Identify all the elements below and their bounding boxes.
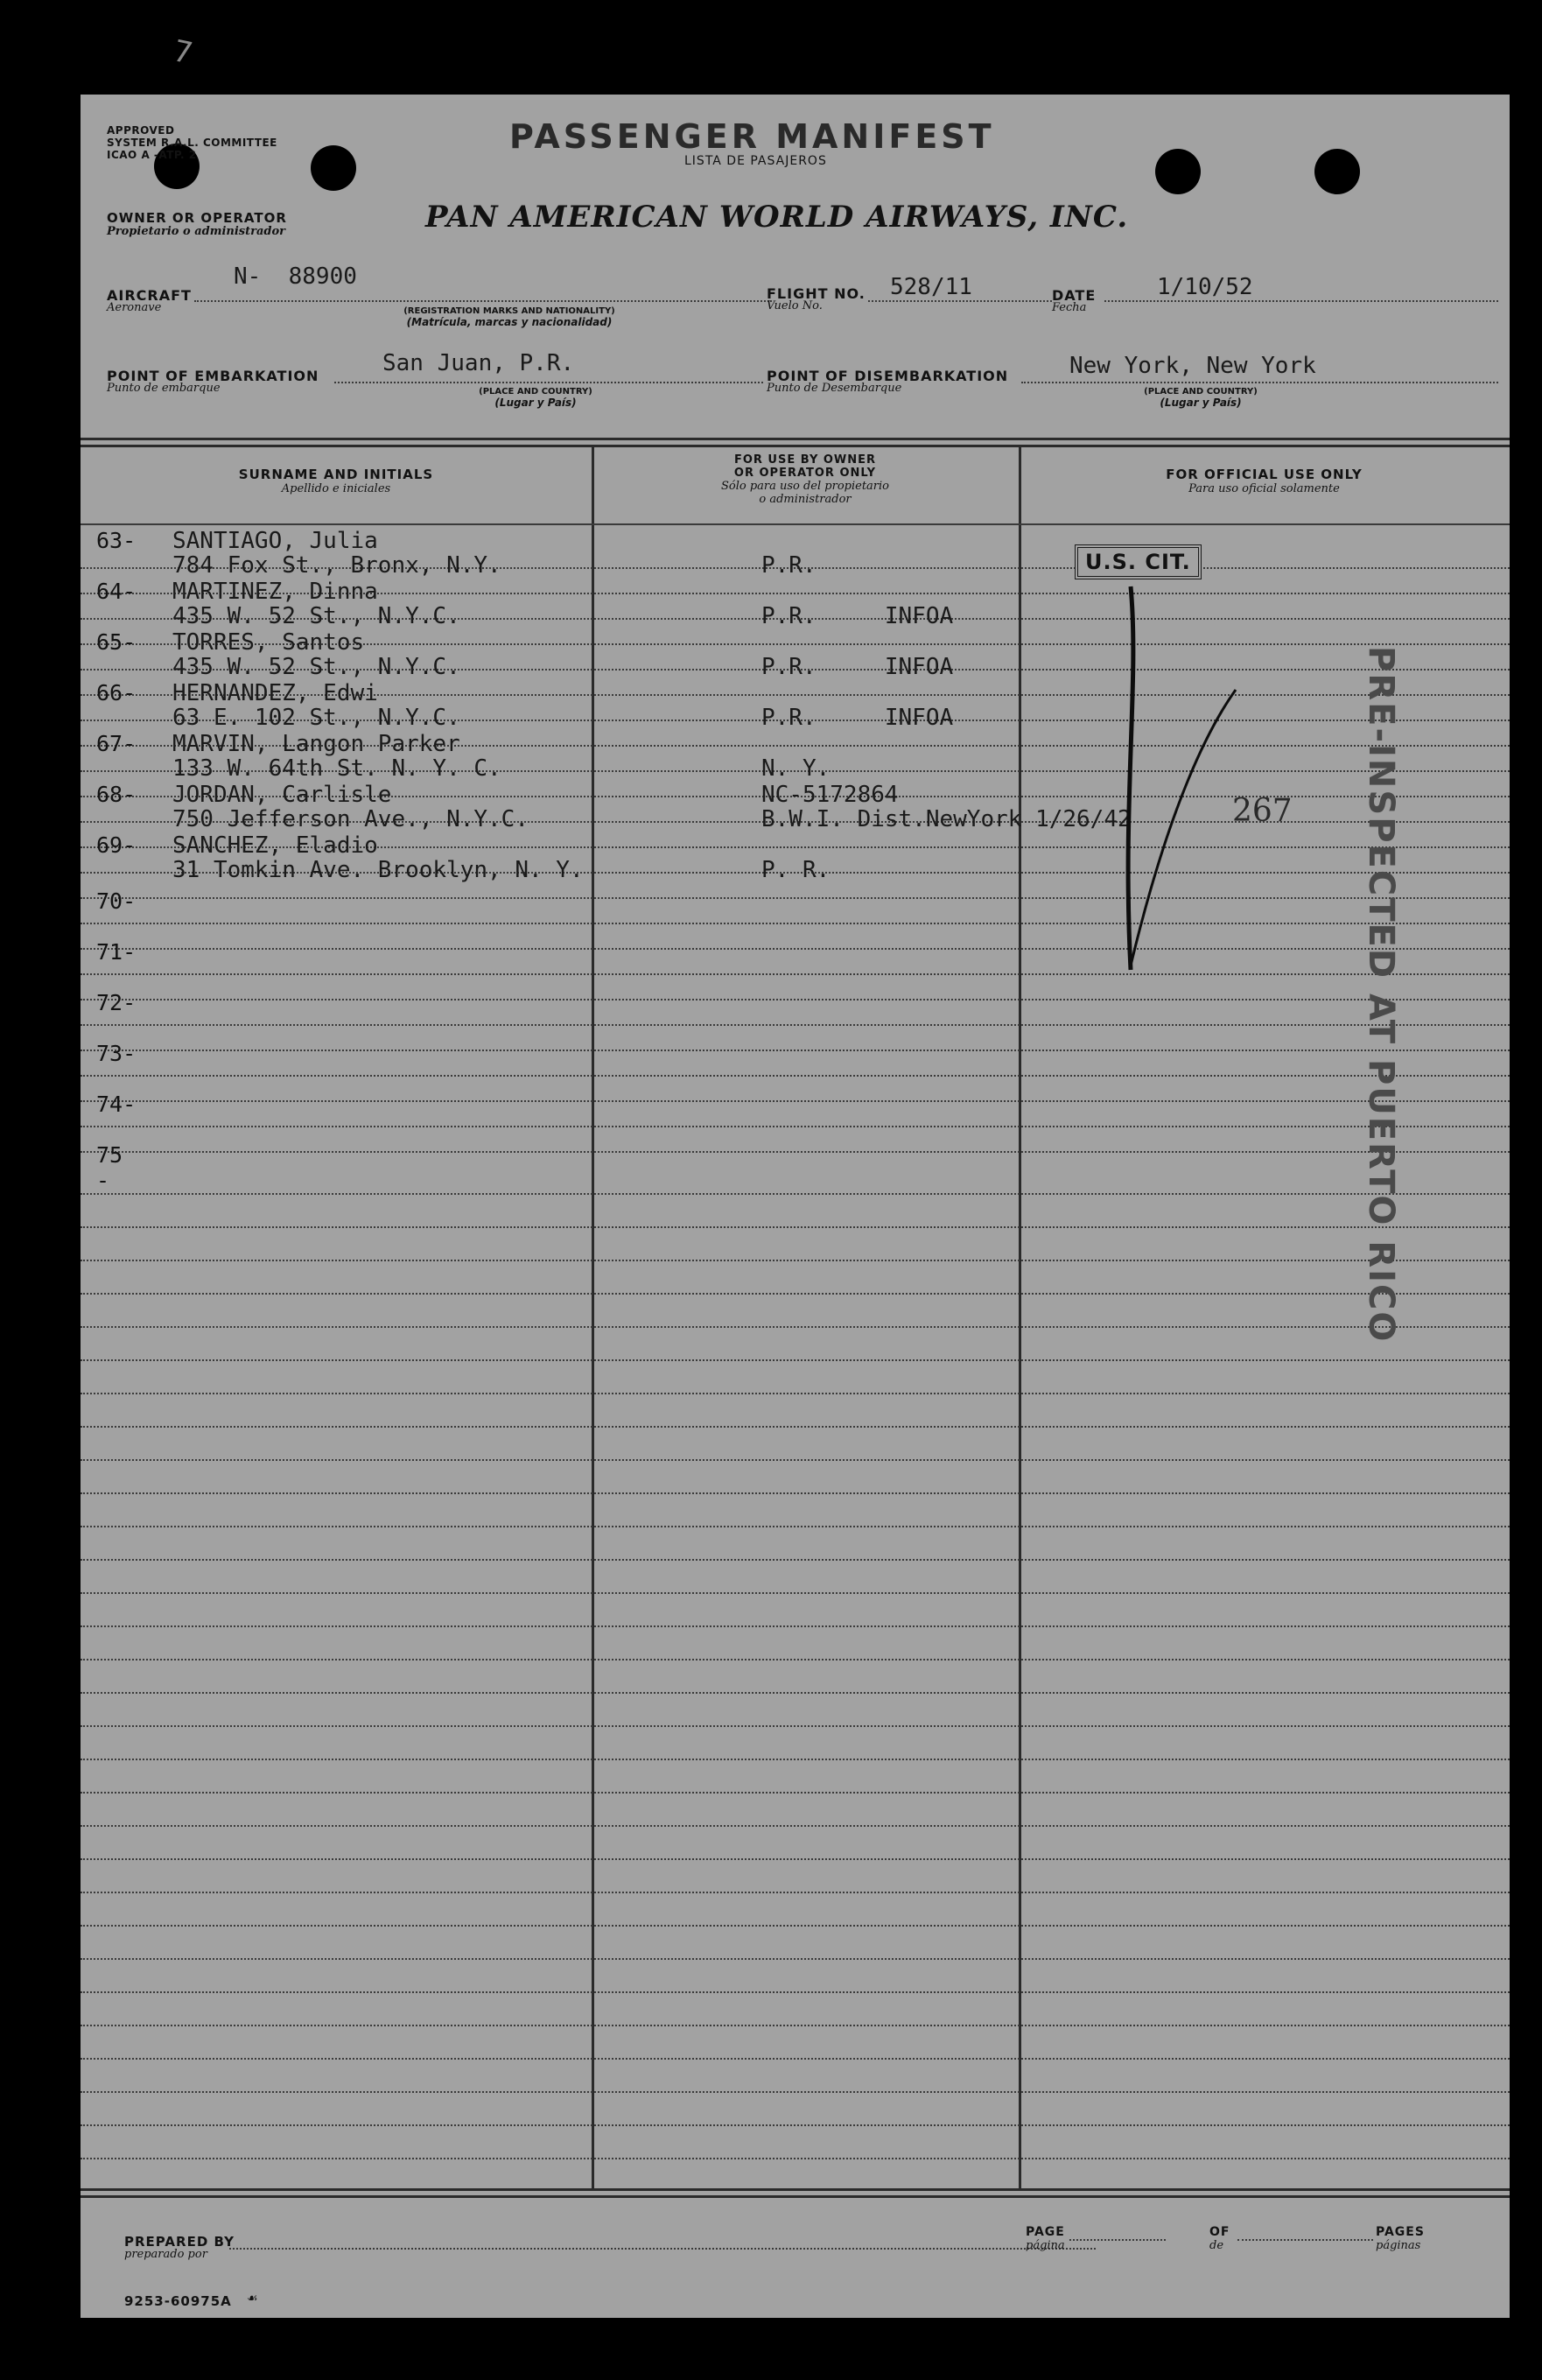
row-number: 64- xyxy=(96,579,137,604)
official-number: 267 xyxy=(1232,793,1293,829)
aircraft-caption-en: (REGISTRATION MARKS AND NATIONALITY) xyxy=(403,306,615,316)
owner-use-line-1: NC-5172864 xyxy=(761,782,899,808)
aircraft-label: AIRCRAFT xyxy=(107,287,192,304)
ruled-line xyxy=(81,1725,1510,1727)
row-number: 71- xyxy=(96,939,137,965)
passenger-name: SANCHEZ, Eladio xyxy=(172,832,378,859)
header-rule-top xyxy=(81,438,1510,440)
date-label-es: Fecha xyxy=(1052,301,1087,314)
ruled-line xyxy=(81,1393,1510,1394)
ruled-line xyxy=(81,1625,1510,1627)
ruled-line xyxy=(81,2058,1510,2060)
aircraft-caption-es: (Matrícula, marcas y nacionalidad) xyxy=(406,316,613,328)
flight-label-es: Vuelo No. xyxy=(767,299,823,312)
flight-underline xyxy=(868,300,1052,302)
ruled-line xyxy=(81,1426,1510,1428)
row-number: 67- xyxy=(96,731,137,756)
approval-block xyxy=(107,124,277,161)
disembarkation-label: POINT OF DISEMBARKATION xyxy=(767,368,1009,384)
owner-use-line-2: B.W.I. Dist.NewYork 1/26/42 xyxy=(761,806,1132,832)
corner-mark: 7 xyxy=(170,33,196,72)
ruled-line xyxy=(81,1193,1510,1195)
ruled-line xyxy=(81,1692,1510,1694)
ruled-line xyxy=(81,1759,1510,1760)
us-cit-stamp: U.S. CIT. xyxy=(1075,544,1202,579)
date-underline xyxy=(1104,300,1498,302)
ruled-line xyxy=(81,1792,1510,1794)
ruled-line xyxy=(81,1024,1510,1026)
owner-use-line-2: P.R. INFOA xyxy=(761,705,954,731)
embarkation-caption-en: (PLACE AND COUNTRY) xyxy=(479,387,592,397)
approval-line-2: SYSTEM R.A.L. COMMITTEE xyxy=(107,137,277,149)
passenger-address: 435 W. 52 St., N.Y.C. xyxy=(172,654,460,680)
passenger-address: 435 W. 52 St., N.Y.C. xyxy=(172,603,460,629)
owner-use-header-es1: Sólo para uso del propietario xyxy=(720,480,890,493)
flight-label: FLIGHT NO. xyxy=(767,285,866,302)
embarkation-caption-es: (Lugar y País) xyxy=(494,397,577,409)
page-underline xyxy=(1069,2239,1166,2241)
ruled-line xyxy=(81,1226,1510,1228)
column-divider-2 xyxy=(1019,447,1021,2189)
punch-hole-icon xyxy=(1314,149,1360,194)
official-header-es: Para uso oficial solamente xyxy=(1188,482,1340,495)
passenger-address: 31 Tomkin Ave. Brooklyn, N. Y. xyxy=(172,857,584,883)
ruled-line xyxy=(81,1858,1510,1860)
page-label-es: página xyxy=(1026,2239,1065,2252)
page-title: PASSENGER MANIFEST xyxy=(509,117,995,156)
pages-label-es: páginas xyxy=(1376,2239,1421,2252)
prepared-by-label-es: preparado por xyxy=(124,2248,207,2261)
row-number: 74- xyxy=(96,1092,137,1117)
row-number: 70- xyxy=(96,888,137,914)
approval-line-1: APPROVED xyxy=(107,124,175,137)
header-rule-bottom xyxy=(81,445,1510,447)
owner-use-line-2: P.R. INFOA xyxy=(761,603,954,629)
airline-name: PAN AMERICAN WORLD AIRWAYS, INC. xyxy=(425,200,1129,235)
passenger-address: 784 Fox St., Bronx, N.Y. xyxy=(172,552,501,579)
ruled-line xyxy=(81,1659,1510,1660)
punch-hole-icon xyxy=(311,145,356,191)
surname-header-en: SURNAME AND INITIALS xyxy=(238,467,434,482)
aircraft-label-es: Aeronave xyxy=(107,301,162,314)
disembarkation-caption-es: (Lugar y País) xyxy=(1160,397,1242,409)
ruled-line xyxy=(81,1459,1510,1461)
passenger-address: 63 E. 102 St., N.Y.C. xyxy=(172,705,460,731)
embarkation-label-es: Punto de embarque xyxy=(107,382,221,395)
ruled-line xyxy=(81,1592,1510,1594)
prepared-by-label: PREPARED BY xyxy=(124,2234,235,2250)
ruled-line xyxy=(81,1151,1510,1153)
owner-use-line-2: N. Y. xyxy=(761,755,831,782)
column-divider-1 xyxy=(592,447,594,2189)
aircraft-underline xyxy=(194,300,772,302)
disembarkation-underline xyxy=(1021,382,1498,383)
row-number: 66- xyxy=(96,680,137,706)
date-label: DATE xyxy=(1052,287,1097,304)
owner-use-header-1: FOR USE BY OWNER xyxy=(733,453,877,467)
aircraft-value: N- 88900 xyxy=(234,263,357,290)
ruled-line xyxy=(81,1892,1510,1893)
ruled-line xyxy=(81,1100,1510,1102)
row-number: 72- xyxy=(96,990,137,1015)
row-number: 73- xyxy=(96,1041,137,1066)
embarkation-label: POINT OF EMBARKATION xyxy=(107,368,319,384)
of-label-es: de xyxy=(1209,2239,1224,2252)
surname-column-header xyxy=(81,467,592,495)
passenger-name: TORRES, Santos xyxy=(172,629,365,656)
aircraft-caption xyxy=(334,306,684,327)
official-column-header xyxy=(1019,467,1510,495)
ruled-line xyxy=(81,1526,1510,1527)
punch-hole-icon xyxy=(1155,149,1201,194)
pre-inspected-stamp: PRE-INSPECTED AT PUERTO RICO xyxy=(1361,646,1401,1344)
footer-rule-bottom xyxy=(81,2195,1510,2198)
embarkation-value: San Juan, P.R. xyxy=(382,350,575,376)
passenger-address: 750 Jefferson Ave., N.Y.C. xyxy=(172,806,529,832)
ruled-line xyxy=(81,1260,1510,1261)
page-title-es: LISTA DE PASAJEROS xyxy=(684,154,827,168)
disembarkation-caption-en: (PLACE AND COUNTRY) xyxy=(1144,387,1258,397)
prepared-by-underline xyxy=(229,2248,1096,2250)
ruled-line xyxy=(81,1925,1510,1927)
ruled-line xyxy=(81,1958,1510,1960)
ruled-line xyxy=(81,2091,1510,2093)
footer-rule-top xyxy=(81,2188,1510,2191)
date-value: 1/10/52 xyxy=(1157,274,1253,300)
ruled-line xyxy=(81,1825,1510,1827)
pages-label: PAGES xyxy=(1376,2225,1425,2239)
passenger-name: SANTIAGO, Julia xyxy=(172,528,378,554)
manifest-page xyxy=(81,95,1510,2318)
row-number: 75 - xyxy=(96,1142,123,1193)
of-label: OF xyxy=(1209,2225,1230,2239)
flight-value: 528/11 xyxy=(890,274,972,300)
ruled-line xyxy=(81,2158,1510,2159)
ruled-line xyxy=(81,1492,1510,1494)
ruled-line xyxy=(81,923,1510,924)
official-header-en: FOR OFFICIAL USE ONLY xyxy=(1166,467,1363,482)
row-number: 65- xyxy=(96,629,137,655)
row-number: 69- xyxy=(96,832,137,858)
ruled-line xyxy=(81,1126,1510,1127)
owner-use-line-2: P.R. INFOA xyxy=(761,654,954,680)
ruled-line xyxy=(81,1559,1510,1561)
row-number: 68- xyxy=(96,782,137,807)
ruled-line xyxy=(81,897,1510,899)
ruled-line xyxy=(81,2025,1510,2026)
owner-label: OWNER OR OPERATOR xyxy=(107,210,287,226)
ruled-line xyxy=(81,999,1510,1000)
passenger-name: MARTINEZ, Dinna xyxy=(172,579,378,605)
passenger-name: HERNANDEZ, Edwi xyxy=(172,680,378,706)
surname-header-es: Apellido e iniciales xyxy=(281,482,391,495)
ruled-line xyxy=(81,1326,1510,1328)
passenger-name: JORDAN, Carlisle xyxy=(172,782,392,808)
passenger-name: MARVIN, Langon Parker xyxy=(172,731,460,757)
embarkation-underline xyxy=(334,382,763,383)
ruled-line xyxy=(81,1991,1510,1993)
ruled-line xyxy=(81,1359,1510,1361)
union-bug-icon: ☙ xyxy=(247,2292,258,2306)
form-number: 9253-60975A xyxy=(124,2293,232,2309)
column-header-rule xyxy=(81,523,1510,525)
row-number: 63- xyxy=(96,528,137,553)
ruled-line xyxy=(81,948,1510,950)
ruled-line xyxy=(81,1050,1510,1051)
ruled-line xyxy=(81,1075,1510,1077)
owner-use-header-2: OR OPERATOR ONLY xyxy=(733,467,877,480)
owner-use-column-header xyxy=(592,453,1019,506)
ruled-line xyxy=(81,2124,1510,2126)
of-underline xyxy=(1237,2239,1373,2241)
ruled-line xyxy=(81,1293,1510,1295)
disembarkation-label-es: Punto de Desembarque xyxy=(767,382,902,395)
owner-use-header-es2: o administrador xyxy=(759,493,852,506)
owner-use-line-2: P.R. xyxy=(761,552,817,579)
ruled-line xyxy=(81,973,1510,975)
passenger-address: 133 W. 64th St. N. Y. C. xyxy=(172,755,501,782)
disembarkation-value: New York, New York xyxy=(1069,353,1316,379)
owner-label-es: Propietario o administrador xyxy=(107,225,286,238)
approval-line-3: ICAO A -ATP. 2 xyxy=(107,149,197,161)
embarkation-caption xyxy=(448,387,623,408)
disembarkation-caption xyxy=(1113,387,1288,408)
owner-use-line-2: P. R. xyxy=(761,857,831,883)
page-label: PAGE xyxy=(1026,2225,1065,2239)
